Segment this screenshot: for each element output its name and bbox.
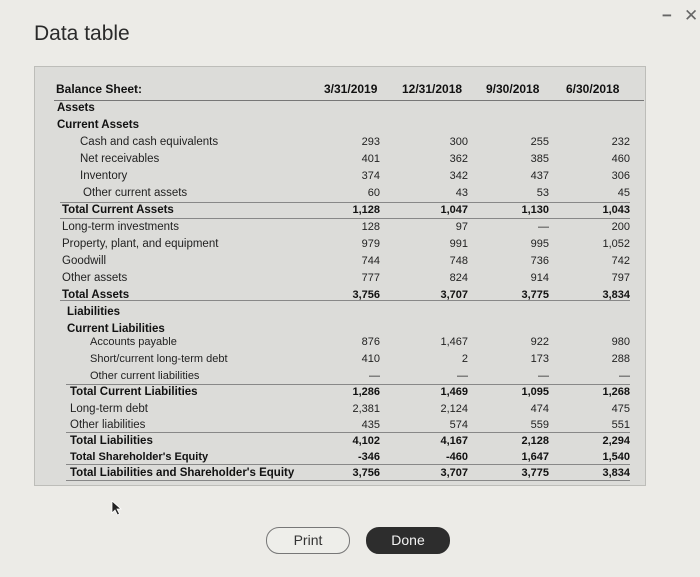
table-cell: 475 (611, 403, 630, 415)
table-cell: 200 (611, 221, 630, 233)
table-row (0, 402, 700, 419)
balance-sheet-heading: Balance Sheet: (56, 82, 143, 96)
table-cell: -460 (445, 451, 468, 463)
table-cell: 551 (611, 419, 630, 431)
table-cell: 3,775 (521, 467, 549, 479)
table-row (0, 135, 700, 152)
table-cell: 1,268 (602, 386, 630, 398)
table-row (0, 271, 700, 288)
table-cell: 1,047 (440, 204, 468, 216)
done-button[interactable]: Done (366, 527, 450, 554)
row-divider (66, 480, 630, 481)
table-cell: 736 (530, 255, 549, 267)
table-cell: 1,095 (521, 386, 549, 398)
table-row (0, 254, 700, 271)
window-title: Data table (34, 22, 130, 45)
table-cell: 3,756 (352, 289, 380, 301)
table-row (0, 237, 700, 254)
table-cell: 742 (611, 255, 630, 267)
row-label: Other liabilities (70, 419, 146, 431)
table-cell: 2,128 (521, 435, 549, 447)
table-row (0, 220, 700, 237)
table-cell: 1,052 (602, 238, 630, 250)
table-row (0, 152, 700, 169)
row-divider (60, 300, 630, 301)
row-label: Cash and cash equivalents (80, 136, 219, 148)
table-cell: 3,834 (602, 289, 630, 301)
row-label: Assets (57, 102, 95, 114)
table-cell: 1,467 (440, 336, 468, 348)
table-cell: 559 (530, 419, 549, 431)
table-cell: 401 (361, 153, 380, 165)
table-cell: 288 (611, 353, 630, 365)
row-label: Accounts payable (90, 336, 177, 348)
table-cell: 979 (361, 238, 380, 250)
row-label: Total Assets (62, 289, 130, 301)
table-cell: 306 (611, 170, 630, 182)
close-icon[interactable]: ✕ (684, 6, 699, 25)
row-label: Total Current Assets (62, 204, 174, 216)
row-label: Property, plant, and equipment (62, 238, 219, 250)
table-cell: 3,834 (602, 467, 630, 479)
row-label: Goodwill (62, 255, 107, 267)
table-cell: 1,647 (521, 451, 549, 463)
row-divider (60, 202, 630, 203)
table-row (0, 101, 700, 118)
table-cell: 3,707 (440, 467, 468, 479)
table-cell: -346 (357, 451, 380, 463)
minimize-icon[interactable]: − (662, 6, 672, 25)
column-header: 3/31/2019 (324, 82, 378, 96)
table-cell: 173 (530, 353, 549, 365)
row-label: Net receivables (80, 153, 160, 165)
table-cell: 437 (530, 170, 549, 182)
table-cell: 3,707 (440, 289, 468, 301)
row-label: Current Liabilities (67, 323, 165, 335)
table-cell: 1,469 (440, 386, 468, 398)
table-cell: 876 (361, 336, 380, 348)
column-header: 6/30/2018 (566, 82, 620, 96)
table-cell: 3,775 (521, 289, 549, 301)
table-cell: 435 (361, 419, 380, 431)
table-cell: 97 (455, 221, 468, 233)
row-label: Other current liabilities (90, 370, 200, 382)
table-cell: — (619, 370, 630, 382)
table-cell: 232 (611, 136, 630, 148)
table-cell: 255 (530, 136, 549, 148)
table-cell: 460 (611, 153, 630, 165)
table-cell: 4,102 (352, 435, 380, 447)
table-cell: 824 (449, 272, 468, 284)
table-cell: 922 (530, 336, 549, 348)
table-cell: 342 (449, 170, 468, 182)
table-header-row (54, 80, 644, 101)
table-cell: 1,043 (602, 204, 630, 216)
table-cell: 2,381 (352, 403, 380, 415)
table-row (0, 169, 700, 186)
table-cell: 300 (449, 136, 468, 148)
row-label: Long-term investments (62, 221, 179, 233)
table-cell: 2 (461, 353, 468, 365)
table-cell: — (457, 370, 468, 382)
table-cell: 43 (455, 187, 468, 199)
table-row (0, 352, 700, 369)
table-cell: 980 (611, 336, 630, 348)
table-cell: 385 (530, 153, 549, 165)
table-cell: 995 (530, 238, 549, 250)
table-cell: 45 (617, 187, 630, 199)
table-cell: 2,294 (602, 435, 630, 447)
row-label: Total Current Liabilities (70, 386, 198, 398)
table-cell: 3,756 (352, 467, 380, 479)
table-cell: 991 (449, 238, 468, 250)
print-button[interactable]: Print (266, 527, 350, 554)
table-row (0, 118, 700, 135)
row-label: Other current assets (83, 187, 188, 199)
table-cell: 797 (611, 272, 630, 284)
table-row (0, 434, 700, 451)
row-label: Liabilities (67, 306, 121, 318)
table-cell: 748 (449, 255, 468, 267)
row-divider (66, 384, 630, 385)
table-cell: 914 (530, 272, 549, 284)
table-cell: — (538, 221, 549, 233)
table-cell: 2,124 (440, 403, 468, 415)
table-cell: 410 (361, 353, 380, 365)
table-cell: 1,540 (602, 451, 630, 463)
table-cell: 1,286 (352, 386, 380, 398)
table-cell: 4,167 (440, 435, 468, 447)
table-cell: 53 (536, 187, 549, 199)
table-cell: 1,130 (521, 204, 549, 216)
row-label: Other assets (62, 272, 128, 284)
table-cell: 128 (361, 221, 380, 233)
table-cell: 474 (530, 403, 549, 415)
row-label: Total Liabilities (70, 435, 153, 447)
table-row (0, 335, 700, 352)
table-cell: — (369, 370, 380, 382)
row-divider (66, 464, 630, 465)
row-label: Inventory (80, 170, 128, 182)
table-cell: 362 (449, 153, 468, 165)
table-cell: 777 (361, 272, 380, 284)
column-header: 9/30/2018 (486, 82, 540, 96)
table-cell: 293 (361, 136, 380, 148)
table-cell: 574 (449, 419, 468, 431)
row-divider (60, 218, 630, 219)
table-cell: 374 (361, 170, 380, 182)
table-row (0, 288, 700, 305)
table-row (0, 305, 700, 322)
row-label: Current Assets (57, 119, 140, 131)
table-cell: 60 (367, 187, 380, 199)
row-label: Total Shareholder's Equity (70, 451, 209, 463)
table-cell: 1,128 (352, 204, 380, 216)
table-row (0, 385, 700, 402)
row-label: Total Liabilities and Shareholder's Equity (70, 467, 295, 479)
column-header: 12/31/2018 (402, 82, 463, 96)
table-cell: — (538, 370, 549, 382)
pointer-cursor-icon (111, 500, 123, 516)
table-row (0, 186, 700, 203)
table-cell: 744 (361, 255, 380, 267)
row-divider (66, 432, 630, 433)
row-label: Short/current long-term debt (90, 353, 228, 365)
row-label: Long-term debt (70, 403, 148, 415)
